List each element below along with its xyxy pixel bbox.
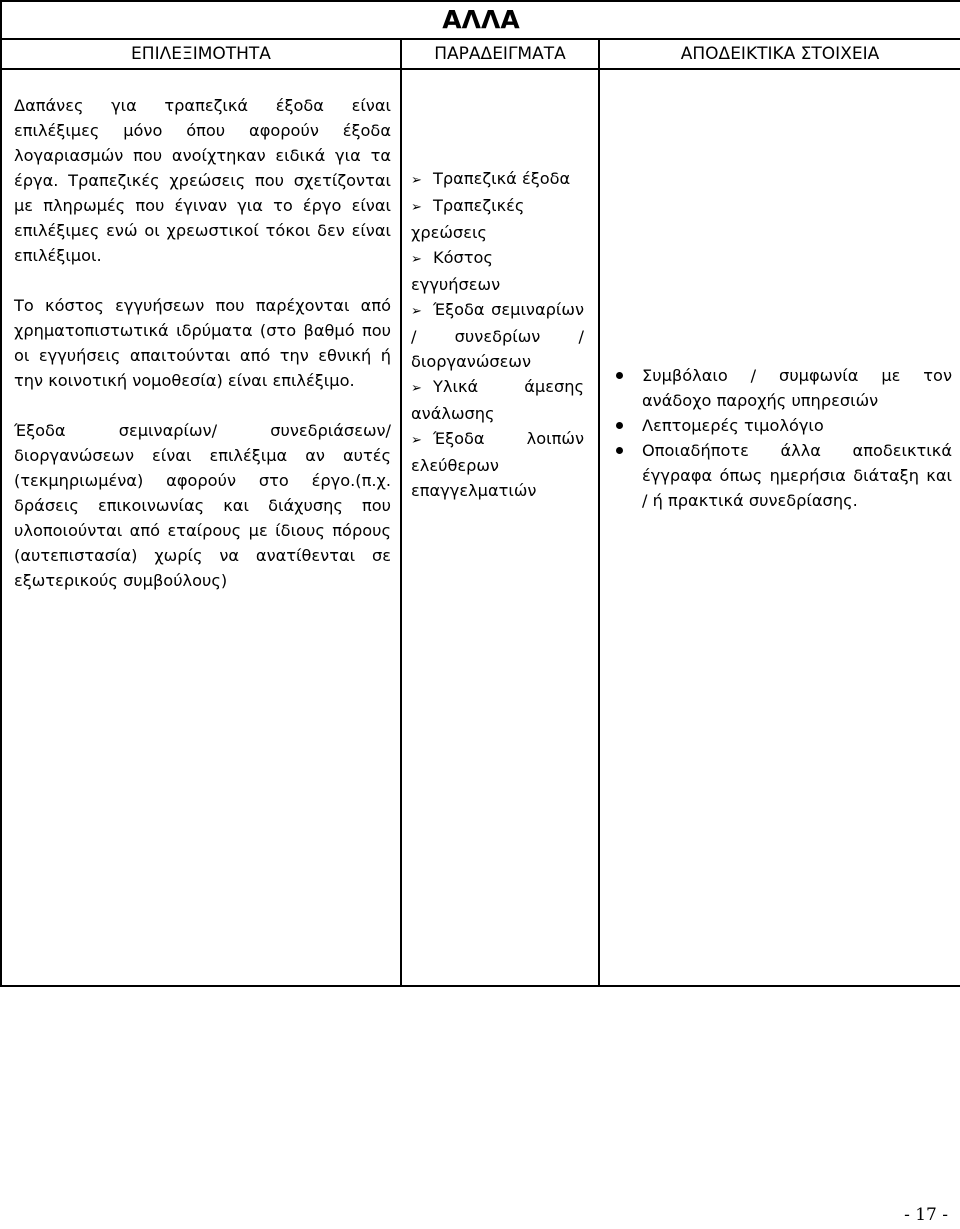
header-eligibility: ΕΠΙΛΕΞΙΜΟΤΗΤΑ [1,39,401,69]
eligibility-paragraph: Έξοδα σεμιναρίων/ συνεδριάσεων/ διοργανώσεων είναι επιλέξιμα αν αυτές (τεκμηριωμένα) αφορούν στο έργο.(π.χ. δράσεις επικοινωνίας και διάχυσης που υλοποιούνται από εταίρους με ίδιους πόρους (αυτεπιστασία) χωρίς να ανατίθενται σε εξωτερικούς συμβούλους) [14,421,391,590]
list-item: ➢ Τραπεζικές χρεώσεις [411,196,525,242]
page-number: - 17 - [904,1205,948,1225]
bullet-dot-icon [616,447,623,454]
evidence-cell [599,69,960,986]
arrow-bullet-icon: ➢ [411,304,422,319]
examples-cell [401,69,599,986]
list-item: ➢ Έξοδα λοιπών ελεύθερων επαγγελματιών [411,429,584,500]
list-item: ➢ Έξοδα σεμιναρίων / συνεδρίων / διοργανώσεων [411,300,584,371]
list-item: Λεπτομερές τιμολόγιο [614,413,952,438]
bullet-dot-icon [616,422,623,429]
table-title: ΑΛΛΑ [1,1,960,39]
arrow-bullet-icon: ➢ [411,200,422,215]
list-item: Οποιαδήποτε άλλα αποδεικτικά έγγραφα όπως ημερήσια διάταξη και / ή πρακτικά συνεδρίασης. [614,438,952,513]
examples-list [411,166,584,503]
evidence-list [614,363,952,513]
bullet-dot-icon [616,372,623,379]
arrow-bullet-icon: ➢ [411,433,422,448]
list-item: ➢ Υλικά άμεσης ανάλωσης [411,377,584,423]
arrow-bullet-icon: ➢ [411,173,422,188]
arrow-bullet-icon: ➢ [411,252,422,267]
eligibility-paragraph: Δαπάνες για τραπεζικά έξοδα είναι επιλέξιμες μόνο όπου αφορούν έξοδα λογαριασμών που ανοίχτηκαν ειδικά για τα έργα. Τραπεζικές χρεώσεις που σχετίζονται με πληρωμές που έγιναν για το έργο είναι επιλέξιμες ενώ οι χρεωστικοί τόκοι δεν είναι επιλέξιμοι. [14,96,391,265]
list-item: Συμβόλαιο / συμφωνία με τον ανάδοχο παροχής υπηρεσιών [614,363,952,413]
eligibility-cell [1,69,401,986]
list-item: ➢ Κόστος εγγυήσεων [411,248,501,294]
header-evidence: ΑΠΟΔΕΙΚΤΙΚΑ ΣΤΟΙΧΕΙΑ [599,39,960,69]
eligibility-paragraph: Το κόστος εγγυήσεων που παρέχονται από χρηματοπιστωτικά ιδρύματα (στο βαθμό που οι εγγυήσεις απαιτούνται από την εθνική ή την κοινοτική νομοθεσία) είναι επιλέξιμο. [14,296,391,390]
list-item: ➢ Τραπεζικά έξοδα [411,166,584,193]
header-examples: ΠΑΡΑΔΕΙΓΜΑΤΑ [401,39,599,69]
arrow-bullet-icon: ➢ [411,381,422,396]
